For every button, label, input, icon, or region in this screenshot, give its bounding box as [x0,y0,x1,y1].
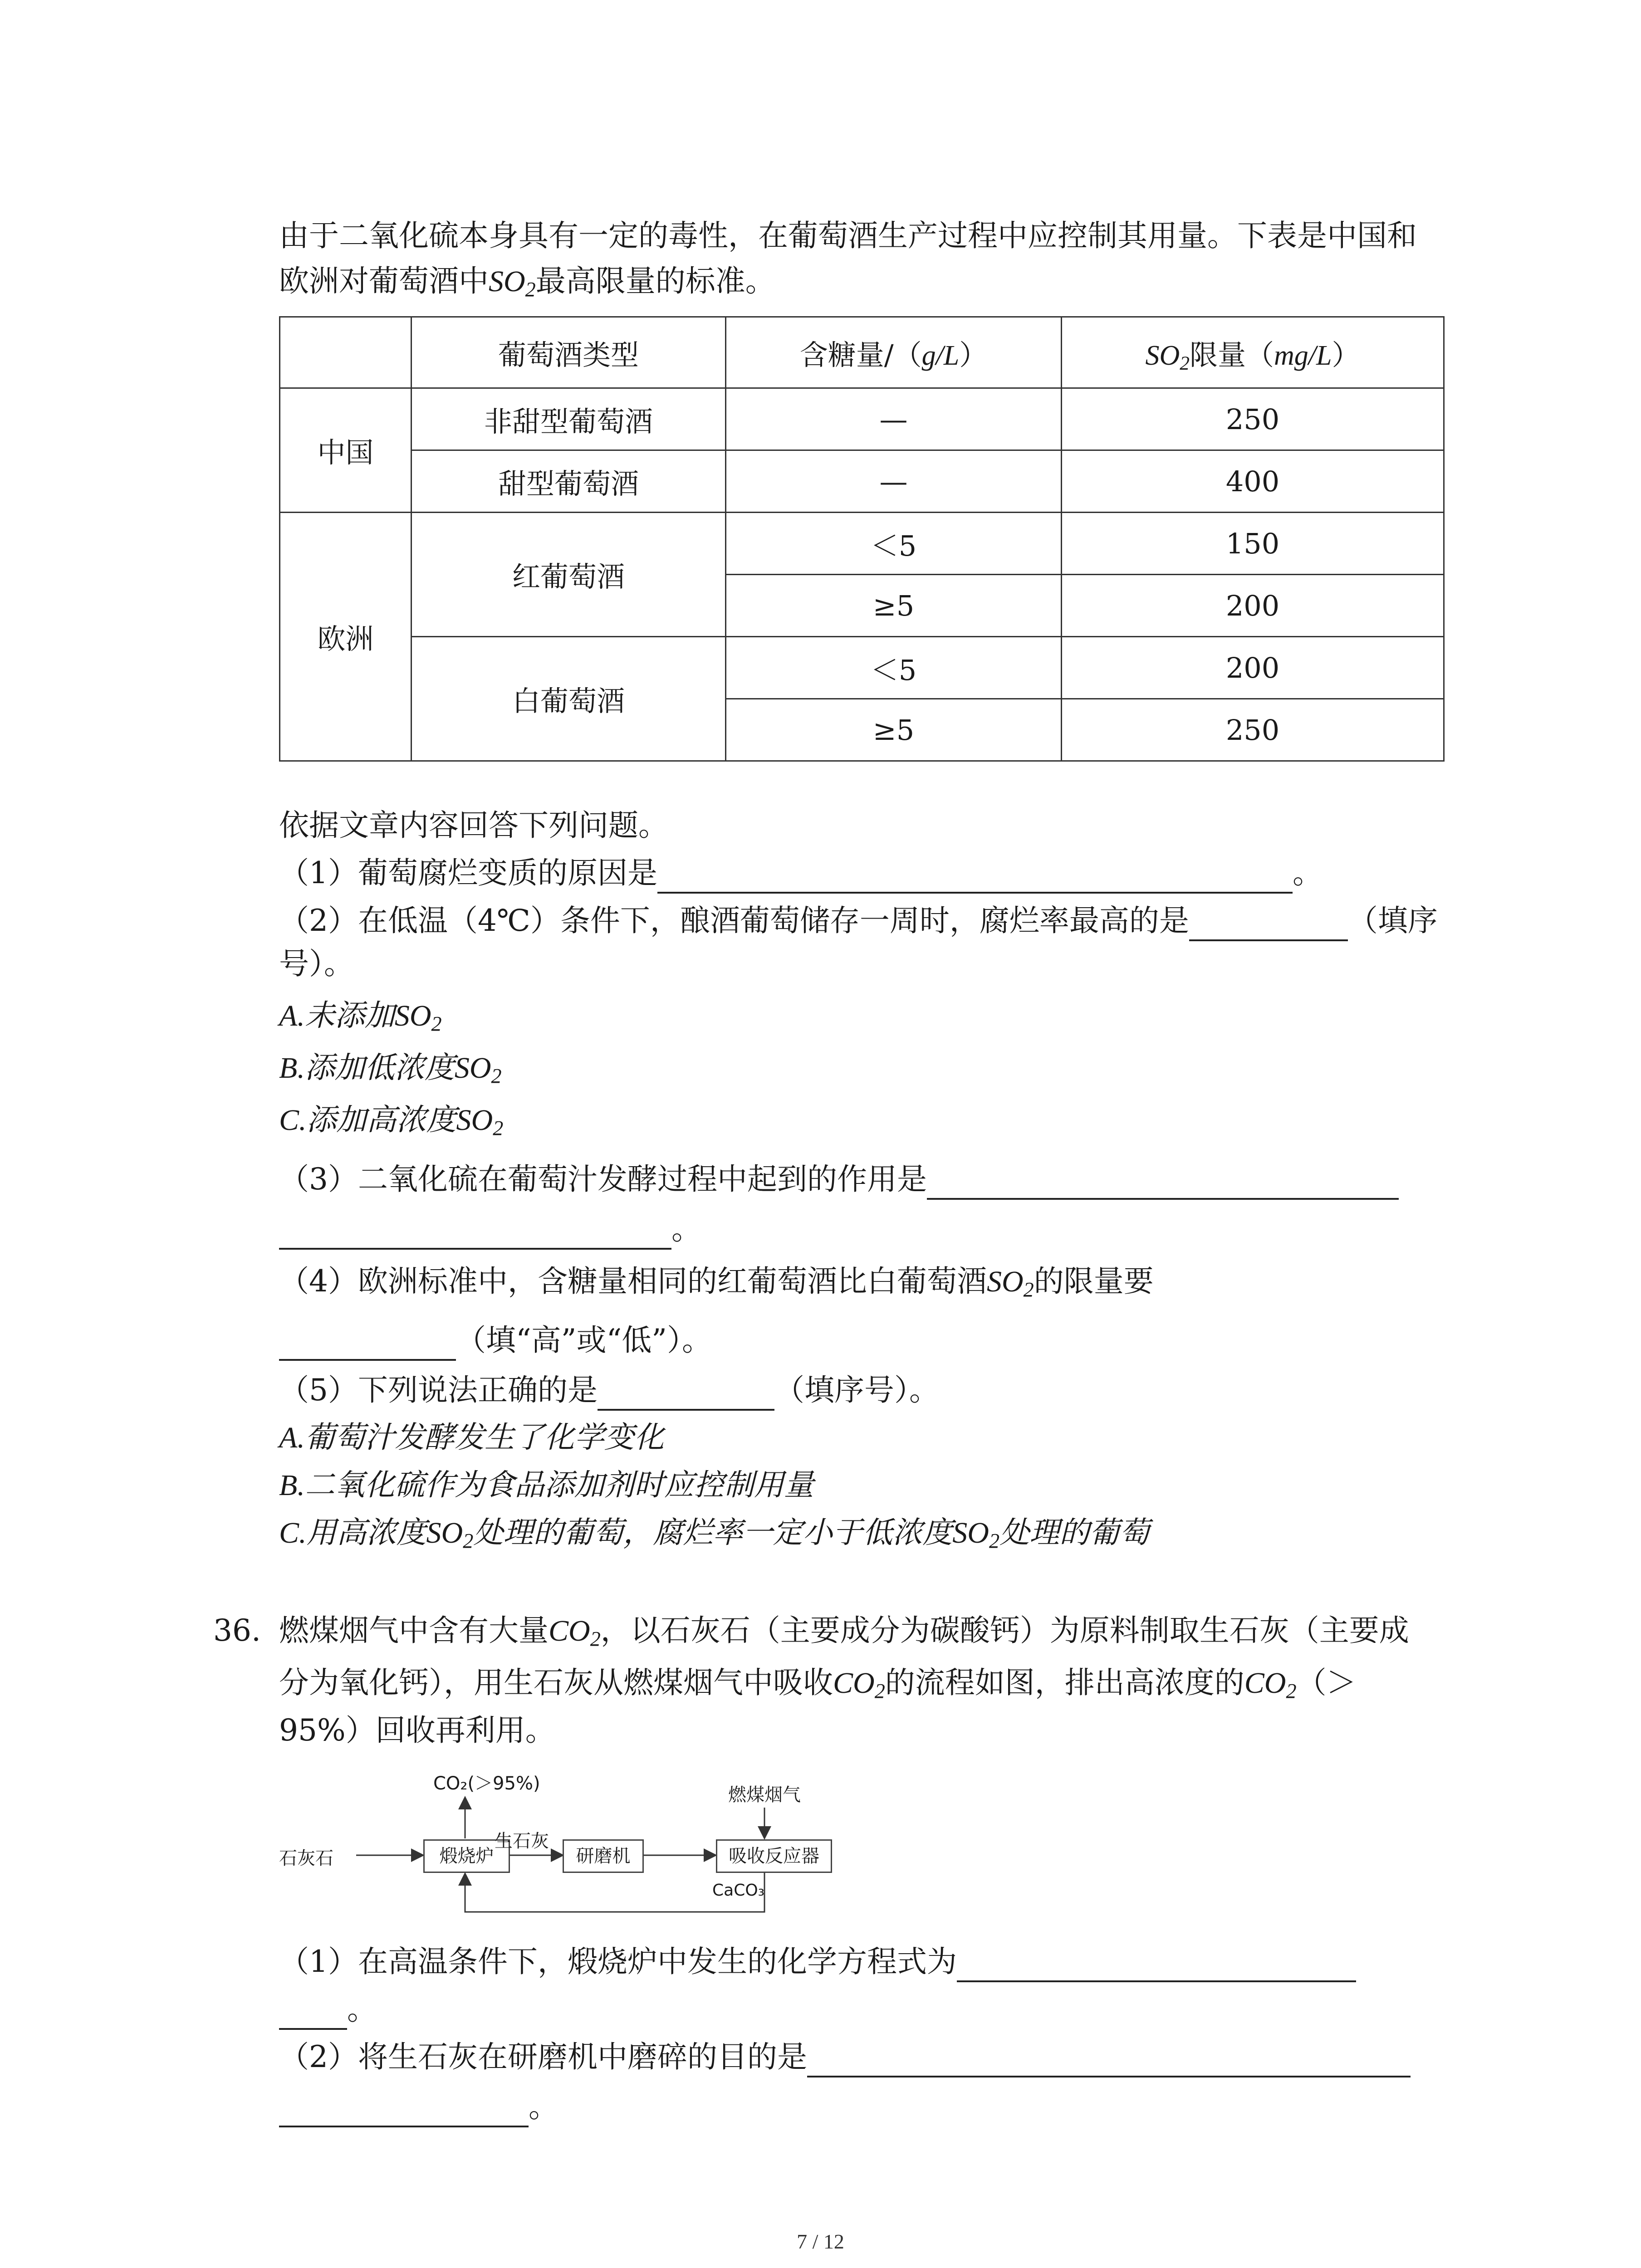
cell-limit: 200 [1062,575,1444,637]
q35-4-text-b: 的限量要 [1034,1264,1154,1299]
answer-blank-q35-3b[interactable] [279,1216,671,1250]
q36-text-2b: 的流程如图，排出高浓度的 [885,1665,1244,1700]
cell-sugar: ＜5 [726,513,1062,575]
header-so2-limit: $SO_2$限量（mg/L） [1062,317,1444,388]
so2-standard-table [279,316,1445,762]
q35-4-line2 [279,1320,712,1361]
q36-line3: 95%）回收再利用。 [279,1713,555,1748]
q35-5-tail: （填序号）。 [774,1373,939,1408]
q35-lead: 依据文章内容回答下列问题。 [279,808,668,843]
q36-2-text: （2）将生石灰在研磨机中磨碎的目的是 [279,2039,807,2074]
q36-text-1a: 燃煤烟气中含有大量 [279,1613,549,1648]
cell-type: 甜型葡萄酒 [411,450,726,513]
quicklime-label: 生石灰 [495,1831,549,1852]
table-row [280,388,1444,450]
cell-sugar: — [726,450,1062,513]
q36-2-line2 [279,2087,558,2127]
caco3-label: CaCO₃ [712,1881,765,1900]
answer-blank-q36-1a[interactable] [957,1949,1356,1982]
formula-co2: $CO_2$ [549,1614,601,1651]
flue-gas-label: 燃煤烟气 [728,1784,801,1805]
formula-co2: $CO_2$ [833,1667,885,1703]
q35-1-text: （1）葡萄腐烂变质的原因是 [279,855,657,890]
table-header-row [280,317,1444,388]
page-number: 7 / 12 [797,2230,844,2253]
intro-text-1: 由于二氧化硫本身具有一定的毒性，在葡萄酒生产过程中应控制其用量。下表是中国和 [279,218,1417,253]
answer-blank-q35-3a[interactable] [927,1166,1399,1200]
intro-text-2b: 最高限量的标准。 [535,264,775,298]
cell-sugar: ≥5 [726,699,1062,761]
q35-5-text: （5）下列说法正确的是 [279,1373,598,1408]
header-sugar: 含糖量/（g/L） [726,317,1062,388]
q36-text-2c: （＞ [1296,1665,1357,1700]
period: 。 [529,2089,558,2124]
header-empty [280,317,411,388]
period: 。 [347,1992,377,2027]
header-wine-type: 葡萄酒类型 [411,317,726,388]
answer-blank-q35-4[interactable] [279,1327,456,1361]
q35-5 [279,1370,939,1411]
q36-line2 [279,1662,1357,1704]
q35-5-option-b: B.二氧化硫作为食品添加剂时应控制用量 [279,1469,814,1502]
q35-2-option-c: C.添加高浓度$SO_2$ [279,1104,504,1140]
answer-blank-q35-1[interactable] [657,860,1293,894]
q35-5-option-c: C.用高浓度$SO_2$处理的葡萄，腐烂率一定小于低浓度$SO_2$处理的葡萄 [279,1516,1150,1553]
cell-limit: 250 [1062,388,1444,450]
cell-sugar: ≥5 [726,575,1062,637]
cell-type: 白葡萄酒 [411,637,726,761]
q36-number: 36. [213,1613,261,1648]
q36-1-line2 [279,1989,377,2030]
table-row [280,637,1444,699]
formula-so2: $SO_2$ [489,265,536,301]
q35-2-line2: 号）。 [279,946,354,981]
q35-2-option-b: B.添加低浓度$SO_2$ [279,1051,502,1088]
q35-3-text: （3）二氧化硫在葡萄汁发酵过程中起到的作用是 [279,1162,927,1197]
q35-2-line1 [279,900,1438,941]
answer-blank-q36-2b[interactable] [279,2094,529,2127]
table-row [280,513,1444,575]
region-china: 中国 [280,388,411,513]
answer-blank-q36-2a[interactable] [807,2044,1411,2077]
q35-4-text: （4）欧洲标准中，含糖量相同的红葡萄酒比白葡萄酒 [279,1264,987,1299]
cell-sugar: ＜5 [726,637,1062,699]
q35-5-option-a: A.葡萄汁发酵发生了化学变化 [279,1421,664,1454]
answer-blank-q35-2[interactable] [1189,908,1348,941]
q36-text-2a: 分为氧化钙），用生石灰从燃煤烟气中吸收 [279,1665,833,1700]
q36-1-text: （1）在高温条件下，煅烧炉中发生的化学方程式为 [279,1944,957,1979]
intro-line-2 [279,261,775,302]
answer-blank-q35-5[interactable] [598,1377,774,1411]
period: 。 [671,1212,701,1246]
table-row [280,450,1444,513]
co2-output-label: CO₂(＞95%) [433,1773,540,1794]
q35-1 [279,853,1323,894]
intro-text-2a: 欧洲对葡萄酒中 [279,264,489,298]
input-limestone: 石灰石 [279,1848,333,1869]
q35-2-option-a: A.未添加$SO_2$ [279,999,442,1036]
q36-line1 [279,1610,1409,1652]
cell-limit: 200 [1062,637,1444,699]
cell-limit: 150 [1062,513,1444,575]
cell-limit: 400 [1062,450,1444,513]
answer-blank-q36-1b[interactable] [279,1996,347,2030]
q35-4-tail: （填“高”或“低”）。 [456,1323,712,1358]
period: 。 [1293,855,1323,890]
cell-type: 非甜型葡萄酒 [411,388,726,450]
formula-co2: $CO_2$ [1244,1667,1297,1703]
region-europe: 欧洲 [280,513,411,761]
cell-limit: 250 [1062,699,1444,761]
process-flow-diagram [272,1762,871,1935]
formula-so2: $SO_2$ [987,1265,1034,1301]
q35-3-line2 [279,1209,701,1250]
grinder-box: 研磨机 [563,1839,644,1873]
q35-3-line1 [279,1159,1399,1200]
q36-2-line1 [279,2037,1411,2077]
cell-type: 红葡萄酒 [411,513,726,637]
q35-2-tail: （填序 [1347,903,1438,938]
q35-2-text: （2）在低温（4℃）条件下，酿酒葡萄储存一周时，腐烂率最高的是 [279,903,1189,938]
kiln-box: 煅烧炉 [423,1839,510,1873]
cell-sugar: — [726,388,1062,450]
intro-line-1 [279,215,1417,256]
q35-4-line1 [279,1261,1154,1302]
q36-text-1b: ，以石灰石（主要成分为碳酸钙）为原料制取生石灰（主要成 [600,1613,1409,1648]
q36-1-line1 [279,1941,1356,1982]
absorber-box: 吸收反应器 [716,1839,832,1873]
